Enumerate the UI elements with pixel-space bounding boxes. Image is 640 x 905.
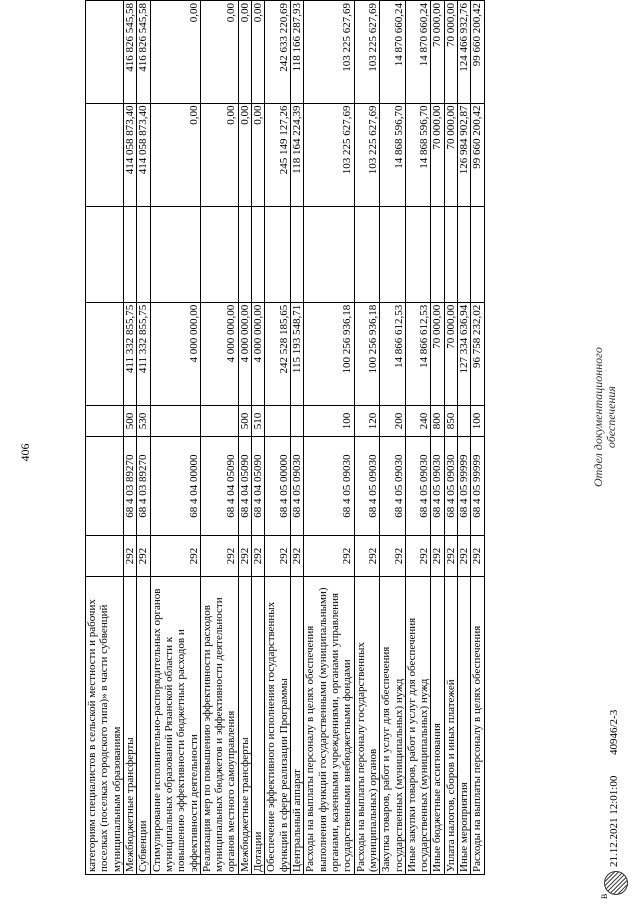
row-ved-cell: 292 bbox=[123, 536, 136, 577]
row-cs-cell: 68 4 05 09030 bbox=[380, 436, 406, 535]
row-name-cell: Реализация мер по повышению эффективности расходов муниципальных бюджетов и эффективности деятельности органов местного самоуправления bbox=[200, 576, 238, 874]
row-vr-cell: 510 bbox=[252, 406, 265, 437]
table-row bbox=[150, 1, 200, 875]
row-2023-cell: 0,00 bbox=[238, 1, 251, 104]
row-ved-cell: 292 bbox=[444, 536, 457, 577]
row-2022-cell: 414 058 873,40 bbox=[123, 103, 136, 206]
row-2021-cell: 70 000,00 bbox=[444, 302, 457, 405]
row-2022-cell: 103 225 627,69 bbox=[354, 103, 380, 206]
row-name-cell: Дотации bbox=[252, 576, 265, 874]
row-ved-cell: 292 bbox=[405, 536, 431, 577]
row-cs-cell: 68 4 04 05090 bbox=[252, 436, 265, 535]
row-vr-cell: 800 bbox=[431, 406, 444, 437]
table-row bbox=[458, 1, 471, 875]
row-vr-cell: 530 bbox=[137, 406, 150, 437]
row-2021-cell: 127 334 636,94 bbox=[458, 302, 471, 405]
row-2023-cell: 242 633 220,69 bbox=[265, 1, 291, 104]
row-2022-cell: 70 000,00 bbox=[444, 103, 457, 206]
row-empty-cell bbox=[405, 206, 431, 302]
table-row bbox=[471, 1, 484, 875]
row-2021-cell: 4 000 000,00 bbox=[252, 302, 265, 405]
row-empty-cell bbox=[265, 206, 291, 302]
row-name-cell: Стимулирование исполнительно-распорядительных органов муниципальных образований Рязанской области к повышению эффективности бюджетных расходов и эффективности деятельности bbox=[150, 576, 200, 874]
row-ved-cell: 292 bbox=[380, 536, 406, 577]
footer-document-code: 40946/2-3 bbox=[608, 709, 620, 755]
row-cs-cell: 68 4 05 09030 bbox=[431, 436, 444, 535]
row-empty-cell bbox=[458, 206, 471, 302]
row-empty-cell bbox=[354, 206, 380, 302]
row-cs-cell: 68 4 05 00000 bbox=[265, 436, 291, 535]
row-vr-cell bbox=[265, 406, 291, 437]
row-2022-cell: 0,00 bbox=[150, 103, 200, 206]
row-empty-cell bbox=[123, 206, 136, 302]
row-ved-cell: 292 bbox=[291, 536, 304, 577]
row-cs-cell: 68 4 03 89270 bbox=[123, 436, 136, 535]
row-ved-cell bbox=[86, 536, 124, 577]
footer-timestamp: 21.12.2021 12:01:00 bbox=[608, 775, 620, 867]
row-vr-cell bbox=[150, 406, 200, 437]
table-row bbox=[431, 1, 444, 875]
row-2023-cell: 118 166 287,93 bbox=[291, 1, 304, 104]
row-2023-cell: 416 826 545,58 bbox=[123, 1, 136, 104]
row-empty-cell bbox=[137, 206, 150, 302]
row-name-cell: Обеспечение эффективного исполнения государственных функций в сфере реализации Программы bbox=[265, 576, 291, 874]
row-2023-cell: 99 660 200,42 bbox=[471, 1, 484, 104]
row-vr-cell: 500 bbox=[238, 406, 251, 437]
row-ved-cell: 292 bbox=[252, 536, 265, 577]
row-2023-cell: 103 225 627,69 bbox=[304, 1, 354, 104]
row-cs-cell: 68 4 05 09030 bbox=[291, 436, 304, 535]
row-cs-cell: 68 4 05 09030 bbox=[304, 436, 354, 535]
row-vr-cell bbox=[458, 406, 471, 437]
row-2023-cell: 0,00 bbox=[150, 1, 200, 104]
row-2023-cell: 14 870 660,24 bbox=[405, 1, 431, 104]
seal-icon bbox=[604, 871, 628, 895]
row-name-cell: категориям специалистов в сельской местности и рабочих поселках (поселках городского типа)» в части субвенций муниципальным образованиям bbox=[86, 576, 124, 874]
row-2022-cell: 0,00 bbox=[200, 103, 238, 206]
row-ved-cell: 292 bbox=[238, 536, 251, 577]
budget-table bbox=[85, 0, 485, 875]
row-2022-cell: 14 868 596,70 bbox=[405, 103, 431, 206]
row-cs-cell: 68 4 04 00000 bbox=[150, 436, 200, 535]
row-cs-cell: 68 4 04 05090 bbox=[200, 436, 238, 535]
row-2023-cell bbox=[86, 1, 124, 104]
row-2021-cell: 14 866 612,53 bbox=[405, 302, 431, 405]
row-2021-cell: 100 256 936,18 bbox=[354, 302, 380, 405]
row-empty-cell bbox=[471, 206, 484, 302]
department-stamp bbox=[592, 347, 618, 487]
table-row bbox=[123, 1, 136, 875]
row-2022-cell: 126 984 902,87 bbox=[458, 103, 471, 206]
row-2023-cell: 70 000,00 bbox=[431, 1, 444, 104]
row-2021-cell: 14 866 612,53 bbox=[380, 302, 406, 405]
row-2022-cell: 0,00 bbox=[238, 103, 251, 206]
row-2022-cell: 118 164 224,39 bbox=[291, 103, 304, 206]
row-cs-cell: 68 4 05 99999 bbox=[471, 436, 484, 535]
row-name-cell: Иные мероприятия bbox=[458, 576, 471, 874]
row-name-cell: Иные бюджетные ассигнования bbox=[431, 576, 444, 874]
row-name-cell: Расходы на выплаты персоналу в целях обеспечения bbox=[471, 576, 484, 874]
row-empty-cell bbox=[200, 206, 238, 302]
row-2023-cell: 0,00 bbox=[200, 1, 238, 104]
row-vr-cell: 850 bbox=[444, 406, 457, 437]
row-vr-cell bbox=[86, 406, 124, 437]
row-cs-cell: 68 4 05 09030 bbox=[444, 436, 457, 535]
row-name-cell: Субвенции bbox=[137, 576, 150, 874]
row-name-cell: Расходы на выплаты персоналу в целях обеспечения выполнения функций государственными (муниципальными) органами, казенными учреждениями, органами управления государственными внебюджетными фондами bbox=[304, 576, 354, 874]
row-2021-cell: 70 000,00 bbox=[431, 302, 444, 405]
row-2021-cell: 4 000 000,00 bbox=[200, 302, 238, 405]
table-row bbox=[380, 1, 406, 875]
row-2022-cell: 14 868 596,70 bbox=[380, 103, 406, 206]
row-2021-cell: 242 528 185,65 bbox=[265, 302, 291, 405]
row-empty-cell bbox=[444, 206, 457, 302]
table-row bbox=[86, 1, 124, 875]
table-row bbox=[200, 1, 238, 875]
row-2022-cell: 414 058 873,40 bbox=[137, 103, 150, 206]
row-name-cell: Уплата налогов, сборов и иных платежей bbox=[444, 576, 457, 874]
row-2021-cell: 4 000 000,00 bbox=[150, 302, 200, 405]
stamp-line-1: Отдел документационного bbox=[591, 347, 605, 487]
row-cs-cell: 68 4 04 05090 bbox=[238, 436, 251, 535]
page-number: 406 bbox=[18, 443, 32, 462]
table-row bbox=[137, 1, 150, 875]
row-ved-cell: 292 bbox=[150, 536, 200, 577]
row-cs-cell: 68 4 05 99999 bbox=[458, 436, 471, 535]
row-ved-cell: 292 bbox=[137, 536, 150, 577]
row-2023-cell: 70 000,00 bbox=[444, 1, 457, 104]
row-ved-cell: 292 bbox=[265, 536, 291, 577]
table-row bbox=[304, 1, 354, 875]
row-vr-cell: 100 bbox=[304, 406, 354, 437]
row-2022-cell: 99 660 200,42 bbox=[471, 103, 484, 206]
stamp-line-2: обеспечения bbox=[604, 386, 619, 449]
row-2023-cell: 416 826 545,58 bbox=[137, 1, 150, 104]
row-vr-cell: 120 bbox=[354, 406, 380, 437]
row-vr-cell: 240 bbox=[405, 406, 431, 437]
row-name-cell: Иные закупки товаров, работ и услуг для обеспечения государственных (муниципальных) нужд bbox=[405, 576, 431, 874]
row-2023-cell: 14 870 660,24 bbox=[380, 1, 406, 104]
row-2022-cell: 0,00 bbox=[252, 103, 265, 206]
row-empty-cell bbox=[150, 206, 200, 302]
row-empty-cell bbox=[238, 206, 251, 302]
row-empty-cell bbox=[291, 206, 304, 302]
table-row bbox=[238, 1, 251, 875]
row-ved-cell: 292 bbox=[354, 536, 380, 577]
row-2022-cell: 245 149 127,26 bbox=[265, 103, 291, 206]
row-name-cell: Центральный аппарат bbox=[291, 576, 304, 874]
row-2021-cell: 4 000 000,00 bbox=[238, 302, 251, 405]
row-name-cell: Расходы на выплаты персоналу государственных (муниципальных) органов bbox=[354, 576, 380, 874]
table-row bbox=[252, 1, 265, 875]
row-ved-cell: 292 bbox=[200, 536, 238, 577]
row-ved-cell: 292 bbox=[458, 536, 471, 577]
row-2021-cell: 96 758 232,02 bbox=[471, 302, 484, 405]
row-2021-cell: 100 256 936,18 bbox=[304, 302, 354, 405]
table-row bbox=[405, 1, 431, 875]
row-ved-cell: 292 bbox=[304, 536, 354, 577]
row-vr-cell bbox=[200, 406, 238, 437]
row-empty-cell bbox=[380, 206, 406, 302]
row-2023-cell: 103 225 627,69 bbox=[354, 1, 380, 104]
row-cs-cell: 68 4 03 89270 bbox=[137, 436, 150, 535]
table-row bbox=[354, 1, 380, 875]
row-empty-cell bbox=[431, 206, 444, 302]
table-row bbox=[265, 1, 291, 875]
row-cs-cell: 68 4 05 09030 bbox=[405, 436, 431, 535]
footer-prefix: В bbox=[600, 893, 609, 899]
row-2021-cell bbox=[86, 302, 124, 405]
row-ved-cell: 292 bbox=[471, 536, 484, 577]
row-2021-cell: 411 332 855,75 bbox=[123, 302, 136, 405]
row-2023-cell: 0,00 bbox=[252, 1, 265, 104]
row-cs-cell bbox=[86, 436, 124, 535]
row-empty-cell bbox=[86, 206, 124, 302]
row-2022-cell: 70 000,00 bbox=[431, 103, 444, 206]
row-2021-cell: 115 193 548,71 bbox=[291, 302, 304, 405]
row-empty-cell bbox=[252, 206, 265, 302]
row-name-cell: Закупка товаров, работ и услуг для обеспечения государственных (муниципальных) нужд bbox=[380, 576, 406, 874]
row-2021-cell: 411 332 855,75 bbox=[137, 302, 150, 405]
row-2023-cell: 124 466 932,76 bbox=[458, 1, 471, 104]
row-2022-cell bbox=[86, 103, 124, 206]
row-vr-cell: 200 bbox=[380, 406, 406, 437]
row-2022-cell: 103 225 627,69 bbox=[304, 103, 354, 206]
table-row bbox=[291, 1, 304, 875]
row-cs-cell: 68 4 05 09030 bbox=[354, 436, 380, 535]
row-name-cell: Межбюджетные трансферты bbox=[238, 576, 251, 874]
row-ved-cell: 292 bbox=[431, 536, 444, 577]
row-vr-cell bbox=[291, 406, 304, 437]
table-row bbox=[444, 1, 457, 875]
row-vr-cell: 100 bbox=[471, 406, 484, 437]
row-vr-cell: 500 bbox=[123, 406, 136, 437]
row-name-cell: Межбюджетные трансферты bbox=[123, 576, 136, 874]
row-empty-cell bbox=[304, 206, 354, 302]
